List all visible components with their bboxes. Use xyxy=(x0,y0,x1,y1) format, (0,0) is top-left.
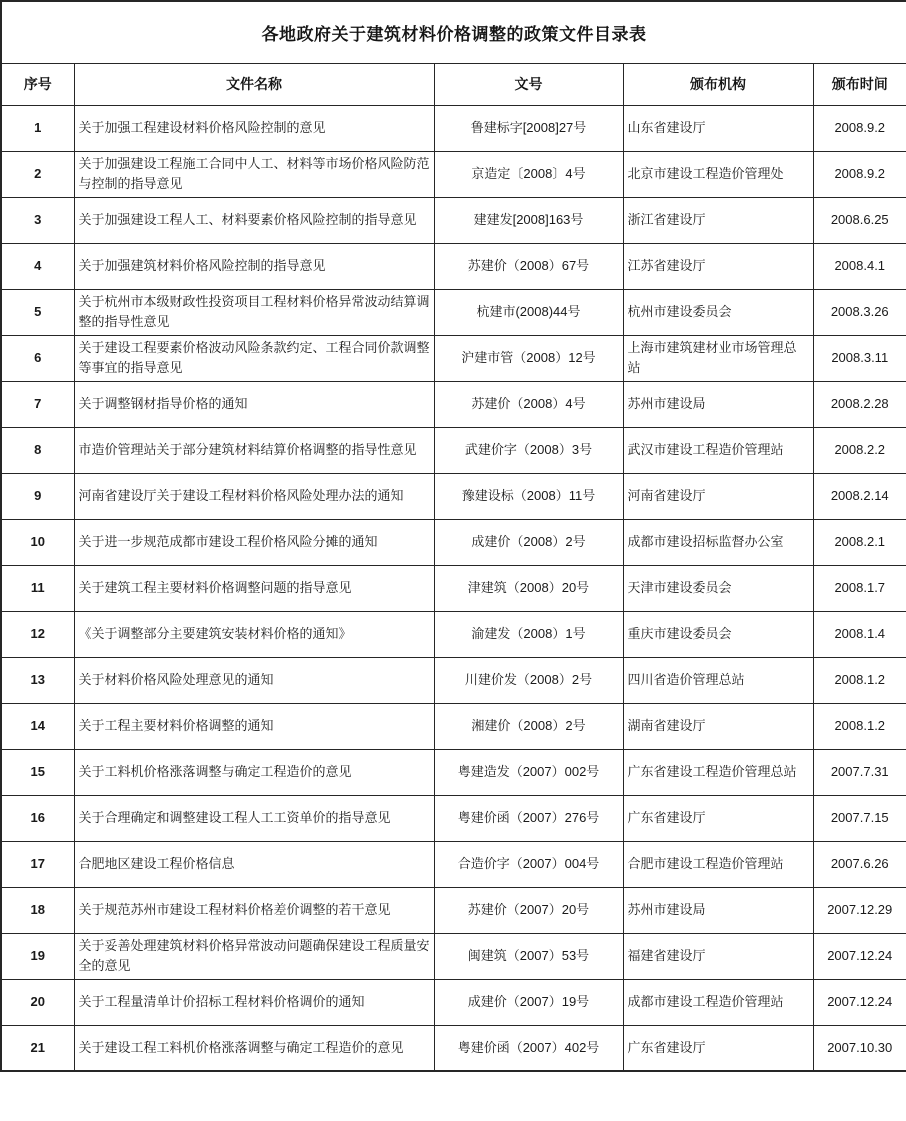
header-row xyxy=(1,63,906,105)
cell-issuing-agency: 上海市建筑建材业市场管理总站 xyxy=(623,335,813,381)
table-row xyxy=(1,703,906,749)
cell-issue-date: 2008.2.1 xyxy=(813,519,906,565)
cell-document-name: 合肥地区建设工程价格信息 xyxy=(74,841,434,887)
cell-serial-number: 20 xyxy=(1,979,74,1025)
cell-issue-date: 2008.2.14 xyxy=(813,473,906,519)
cell-document-name: 关于建筑工程主要材料价格调整问题的指导意见 xyxy=(74,565,434,611)
cell-issuing-agency: 湖南省建设厅 xyxy=(623,703,813,749)
cell-issuing-agency: 江苏省建设厅 xyxy=(623,243,813,289)
cell-document-name: 关于建设工程工料机价格涨落调整与确定工程造价的意见 xyxy=(74,1025,434,1071)
table-row xyxy=(1,105,906,151)
cell-issuing-agency: 天津市建设委员会 xyxy=(623,565,813,611)
cell-issuing-agency: 广东省建设厅 xyxy=(623,795,813,841)
cell-document-number: 鲁建标字[2008]27号 xyxy=(434,105,623,151)
cell-document-number: 沪建市管（2008）12号 xyxy=(434,335,623,381)
cell-issue-date: 2007.12.29 xyxy=(813,887,906,933)
col-header-date: 颁布时间 xyxy=(813,63,906,105)
cell-issuing-agency: 浙江省建设厅 xyxy=(623,197,813,243)
cell-serial-number: 2 xyxy=(1,151,74,197)
table-row xyxy=(1,749,906,795)
table-row xyxy=(1,1025,906,1071)
cell-document-name: 关于妥善处理建筑材料价格异常波动问题确保建设工程质量安全的意见 xyxy=(74,933,434,979)
col-header-no: 序号 xyxy=(1,63,74,105)
table-title: 各地政府关于建筑材料价格调整的政策文件目录表 xyxy=(1,1,906,63)
cell-issuing-agency: 广东省建设工程造价管理总站 xyxy=(623,749,813,795)
cell-issue-date: 2007.10.30 xyxy=(813,1025,906,1071)
cell-issuing-agency: 重庆市建设委员会 xyxy=(623,611,813,657)
cell-serial-number: 1 xyxy=(1,105,74,151)
cell-issuing-agency: 成都市建设招标监督办公室 xyxy=(623,519,813,565)
cell-document-number: 川建价发（2008）2号 xyxy=(434,657,623,703)
cell-serial-number: 6 xyxy=(1,335,74,381)
cell-issue-date: 2008.3.26 xyxy=(813,289,906,335)
cell-document-name: 河南省建设厅关于建设工程材料价格风险处理办法的通知 xyxy=(74,473,434,519)
table-row xyxy=(1,887,906,933)
cell-document-number: 苏建价（2007）20号 xyxy=(434,887,623,933)
cell-document-name: 关于工程主要材料价格调整的通知 xyxy=(74,703,434,749)
cell-issue-date: 2008.9.2 xyxy=(813,151,906,197)
cell-issuing-agency: 合肥市建设工程造价管理站 xyxy=(623,841,813,887)
table-row xyxy=(1,197,906,243)
col-header-name: 文件名称 xyxy=(74,63,434,105)
cell-serial-number: 5 xyxy=(1,289,74,335)
table-row xyxy=(1,565,906,611)
table-row xyxy=(1,979,906,1025)
cell-document-number: 闽建筑（2007）53号 xyxy=(434,933,623,979)
cell-issue-date: 2008.1.4 xyxy=(813,611,906,657)
cell-document-name: 关于规范苏州市建设工程材料价格差价调整的若干意见 xyxy=(74,887,434,933)
cell-serial-number: 13 xyxy=(1,657,74,703)
cell-issue-date: 2007.6.26 xyxy=(813,841,906,887)
cell-issue-date: 2007.12.24 xyxy=(813,933,906,979)
cell-issuing-agency: 山东省建设厅 xyxy=(623,105,813,151)
cell-document-number: 合造价字（2007）004号 xyxy=(434,841,623,887)
cell-document-name: 《关于调整部分主要建筑安装材料价格的通知》 xyxy=(74,611,434,657)
cell-issue-date: 2007.7.15 xyxy=(813,795,906,841)
cell-document-name: 关于调整钢材指导价格的通知 xyxy=(74,381,434,427)
cell-issue-date: 2008.3.11 xyxy=(813,335,906,381)
cell-issue-date: 2007.7.31 xyxy=(813,749,906,795)
cell-document-name: 关于材料价格风险处理意见的通知 xyxy=(74,657,434,703)
table-row xyxy=(1,611,906,657)
cell-serial-number: 15 xyxy=(1,749,74,795)
cell-serial-number: 11 xyxy=(1,565,74,611)
table-row xyxy=(1,427,906,473)
cell-document-number: 渝建发（2008）1号 xyxy=(434,611,623,657)
cell-serial-number: 16 xyxy=(1,795,74,841)
cell-document-number: 湘建价（2008）2号 xyxy=(434,703,623,749)
cell-document-name: 关于加强建筑材料价格风险控制的指导意见 xyxy=(74,243,434,289)
cell-document-name: 关于建设工程要素价格波动风险条款约定、工程合同价款调整等事宜的指导意见 xyxy=(74,335,434,381)
cell-document-number: 粤建价函（2007）402号 xyxy=(434,1025,623,1071)
title-row xyxy=(1,1,906,63)
cell-issue-date: 2008.6.25 xyxy=(813,197,906,243)
cell-issuing-agency: 四川省造价管理总站 xyxy=(623,657,813,703)
cell-serial-number: 12 xyxy=(1,611,74,657)
cell-issue-date: 2008.2.28 xyxy=(813,381,906,427)
table-row xyxy=(1,841,906,887)
cell-document-name: 关于工程量清单计价招标工程材料价格调价的通知 xyxy=(74,979,434,1025)
table-row xyxy=(1,335,906,381)
cell-issue-date: 2008.4.1 xyxy=(813,243,906,289)
cell-serial-number: 18 xyxy=(1,887,74,933)
table-row xyxy=(1,289,906,335)
cell-issuing-agency: 杭州市建设委员会 xyxy=(623,289,813,335)
cell-document-number: 津建筑（2008）20号 xyxy=(434,565,623,611)
cell-serial-number: 7 xyxy=(1,381,74,427)
cell-issuing-agency: 广东省建设厅 xyxy=(623,1025,813,1071)
cell-issuing-agency: 河南省建设厅 xyxy=(623,473,813,519)
cell-document-name: 关于进一步规范成都市建设工程价格风险分摊的通知 xyxy=(74,519,434,565)
cell-serial-number: 10 xyxy=(1,519,74,565)
cell-issue-date: 2008.1.7 xyxy=(813,565,906,611)
cell-document-number: 苏建价（2008）67号 xyxy=(434,243,623,289)
cell-document-number: 成建价（2007）19号 xyxy=(434,979,623,1025)
cell-serial-number: 8 xyxy=(1,427,74,473)
cell-issue-date: 2007.12.24 xyxy=(813,979,906,1025)
cell-serial-number: 14 xyxy=(1,703,74,749)
cell-issue-date: 2008.2.2 xyxy=(813,427,906,473)
table-row xyxy=(1,933,906,979)
cell-issuing-agency: 北京市建设工程造价管理处 xyxy=(623,151,813,197)
cell-serial-number: 4 xyxy=(1,243,74,289)
table-head xyxy=(1,1,906,105)
cell-document-name: 关于杭州市本级财政性投资项目工程材料价格异常波动结算调整的指导性意见 xyxy=(74,289,434,335)
cell-document-number: 粤建造发（2007）002号 xyxy=(434,749,623,795)
cell-issuing-agency: 成都市建设工程造价管理站 xyxy=(623,979,813,1025)
table-row xyxy=(1,519,906,565)
cell-document-number: 粤建价函（2007）276号 xyxy=(434,795,623,841)
cell-document-name: 关于加强工程建设材料价格风险控制的意见 xyxy=(74,105,434,151)
cell-document-number: 苏建价（2008）4号 xyxy=(434,381,623,427)
cell-serial-number: 19 xyxy=(1,933,74,979)
cell-document-name: 关于合理确定和调整建设工程人工工资单价的指导意见 xyxy=(74,795,434,841)
cell-issue-date: 2008.1.2 xyxy=(813,657,906,703)
col-header-agency: 颁布机构 xyxy=(623,63,813,105)
cell-document-name: 关于加强建设工程人工、材料要素价格风险控制的指导意见 xyxy=(74,197,434,243)
cell-issuing-agency: 苏州市建设局 xyxy=(623,381,813,427)
cell-issue-date: 2008.9.2 xyxy=(813,105,906,151)
cell-issuing-agency: 福建省建设厅 xyxy=(623,933,813,979)
cell-serial-number: 9 xyxy=(1,473,74,519)
cell-document-number: 建建发[2008]163号 xyxy=(434,197,623,243)
table-row xyxy=(1,795,906,841)
cell-document-number: 成建价（2008）2号 xyxy=(434,519,623,565)
table-row xyxy=(1,381,906,427)
cell-document-number: 武建价字（2008）3号 xyxy=(434,427,623,473)
cell-document-number: 杭建市(2008)44号 xyxy=(434,289,623,335)
table-body xyxy=(1,105,906,1071)
cell-document-number: 豫建设标（2008）11号 xyxy=(434,473,623,519)
table-row xyxy=(1,243,906,289)
cell-document-number: 京造定〔2008〕4号 xyxy=(434,151,623,197)
cell-serial-number: 3 xyxy=(1,197,74,243)
cell-document-name: 关于工料机价格涨落调整与确定工程造价的意见 xyxy=(74,749,434,795)
cell-issuing-agency: 苏州市建设局 xyxy=(623,887,813,933)
table-row xyxy=(1,473,906,519)
cell-serial-number: 17 xyxy=(1,841,74,887)
cell-document-name: 市造价管理站关于部分建筑材料结算价格调整的指导性意见 xyxy=(74,427,434,473)
cell-document-name: 关于加强建设工程施工合同中人工、材料等市场价格风险防范与控制的指导意见 xyxy=(74,151,434,197)
cell-issue-date: 2008.1.2 xyxy=(813,703,906,749)
table-row xyxy=(1,657,906,703)
cell-serial-number: 21 xyxy=(1,1025,74,1071)
cell-issuing-agency: 武汉市建设工程造价管理站 xyxy=(623,427,813,473)
col-header-docno: 文号 xyxy=(434,63,623,105)
table-row xyxy=(1,151,906,197)
